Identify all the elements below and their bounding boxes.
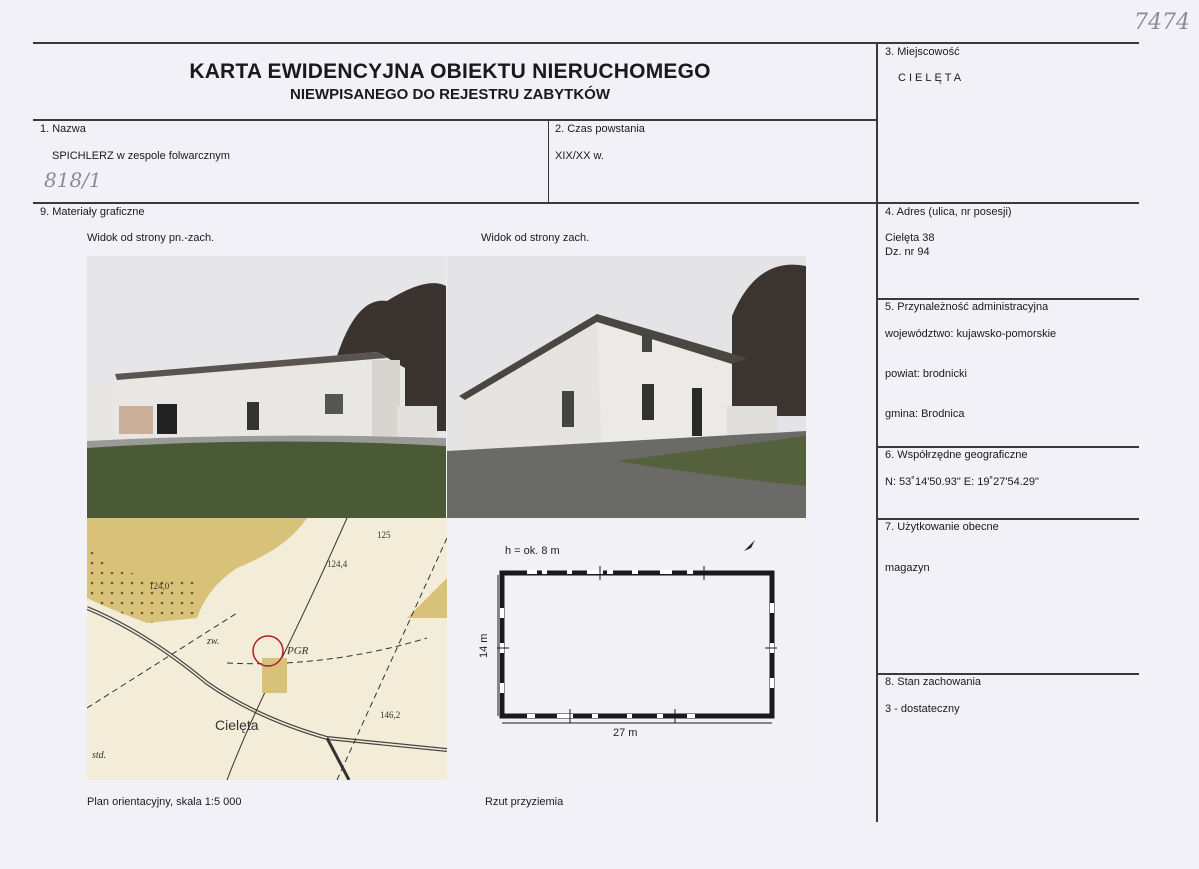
- miejscowosc-value: CIELĘTA: [898, 72, 965, 84]
- document-subtitle: NIEWPISANEGO DO REJESTRU ZABYTKÓW: [289, 86, 611, 103]
- adres-line1: Cielęta 38: [885, 232, 935, 244]
- adres-label: 4. Adres (ulica, nr posesji): [885, 206, 1012, 218]
- czas-value: XIX/XX w.: [555, 150, 604, 162]
- wojewodztwo-value: województwo: kujawsko-pomorskie: [885, 328, 1057, 340]
- divider: [876, 42, 878, 822]
- divider: [877, 673, 1139, 675]
- map-label: Cielęta: [215, 717, 259, 733]
- map-label: 124,4: [327, 559, 348, 569]
- stan-label: 8. Stan zachowania: [885, 676, 982, 688]
- plan-depth-label: 14 m: [478, 633, 490, 658]
- orientation-map: [87, 518, 447, 780]
- photo-northwest-view: [87, 256, 446, 518]
- uzytkowanie-label: 7. Użytkowanie obecne: [885, 521, 999, 533]
- map-label: zw.: [207, 636, 220, 647]
- adres-line2: Dz. nr 94: [885, 246, 930, 258]
- map-label: std.: [92, 750, 107, 761]
- divider: [877, 446, 1139, 448]
- czas-label: 2. Czas powstania: [555, 123, 645, 135]
- przynaleznosc-label: 5. Przynależność administracyjna: [885, 301, 1049, 313]
- miejscowosc-label: 3. Miejscowość: [885, 46, 960, 58]
- wspolrzedne-label: 6. Współrzędne geograficzne: [885, 449, 1028, 461]
- divider: [33, 119, 878, 121]
- map-label: 124,0: [149, 581, 170, 591]
- ground-floor-plan: [447, 518, 807, 778]
- divider: [877, 298, 1139, 300]
- divider: [877, 518, 1139, 520]
- nazwa-label: 1. Nazwa: [40, 123, 86, 135]
- divider: [33, 202, 1139, 204]
- stan-value: 3 - dostateczny: [885, 703, 960, 715]
- uzytkowanie-value: magazyn: [885, 562, 930, 574]
- map-label: PGR: [287, 645, 309, 657]
- photo1-caption: Widok od strony pn.-zach.: [87, 232, 215, 244]
- plan-height-label: h = ok. 8 m: [505, 545, 560, 557]
- divider: [33, 42, 1139, 44]
- plan-caption: Rzut przyziemia: [485, 796, 564, 808]
- handwritten-archive-number: 7474: [1134, 10, 1190, 35]
- map-label: 146,2: [380, 710, 401, 720]
- wspolrzedne-value: N: 53˚14'50.93" E: 19˚27'54.29": [885, 476, 1039, 488]
- photo2-caption: Widok od strony zach.: [481, 232, 590, 244]
- powiat-value: powiat: brodnicki: [885, 368, 967, 380]
- map-caption: Plan orientacyjny, skala 1:5 000: [87, 796, 242, 808]
- document-title: KARTA EWIDENCYJNA OBIEKTU NIERUCHOMEGO: [189, 60, 711, 83]
- handwritten-note: 818/1: [44, 168, 102, 192]
- map-label: 125: [377, 530, 391, 540]
- divider: [548, 120, 549, 203]
- photo-west-view: [447, 256, 806, 518]
- materialy-label: 9. Materiały graficzne: [40, 206, 145, 218]
- nazwa-value: SPICHLERZ w zespole folwarcznym: [52, 150, 230, 162]
- gmina-value: gmina: Brodnica: [885, 408, 965, 420]
- plan-width-label: 27 m: [613, 727, 638, 739]
